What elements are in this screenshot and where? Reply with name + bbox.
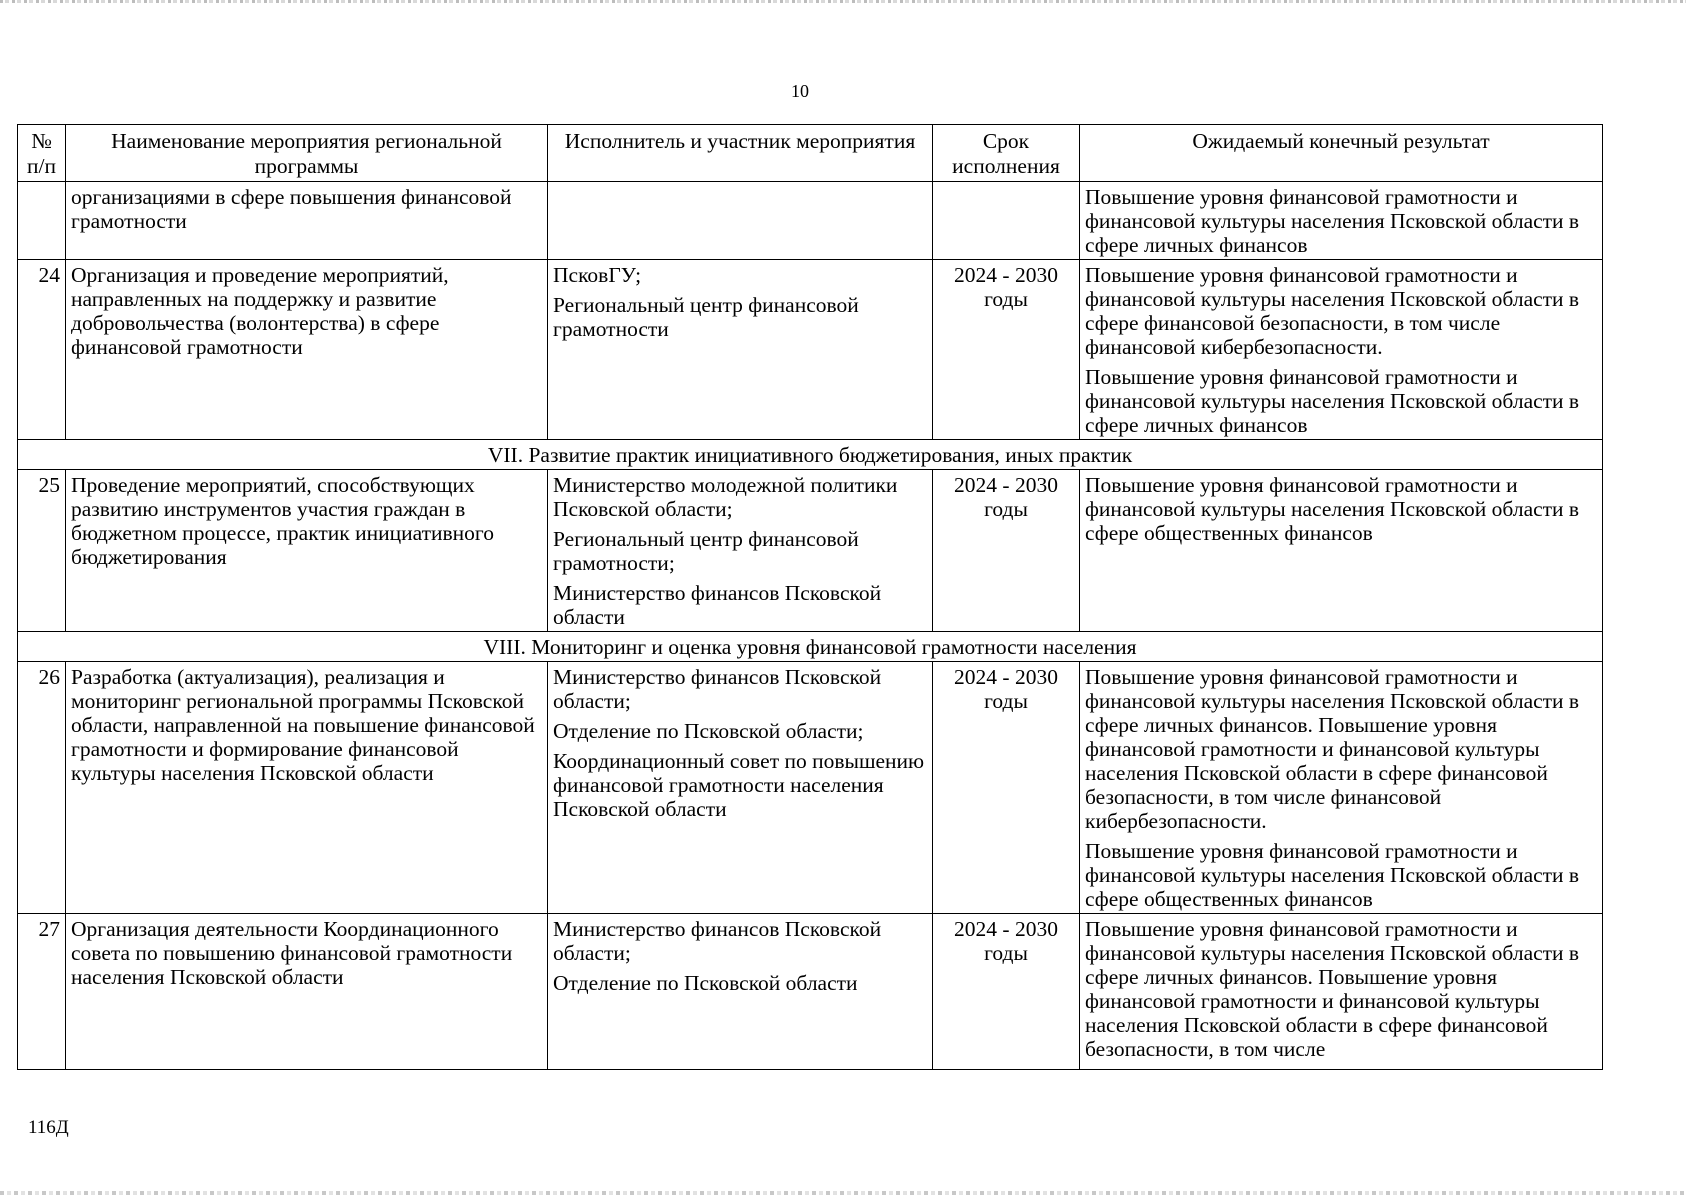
header-term: Срок исполнения <box>933 125 1080 182</box>
scan-edge-top <box>0 0 1686 3</box>
result-cell <box>1080 470 1603 632</box>
header-num: № п/п <box>18 125 66 182</box>
header-executor: Исполнитель и участник мероприятия <box>548 125 933 182</box>
table-header <box>18 125 1603 182</box>
executor-item: Министерство молодежной политики Псковской области; <box>553 473 898 521</box>
executor-cell <box>548 260 933 440</box>
executor-cell <box>548 662 933 914</box>
executor-item: Министерство финансов Псковской области; <box>553 665 882 713</box>
executor-item: Министерство финансов Псковской области <box>553 581 882 629</box>
scan-edge-bottom <box>0 1191 1686 1195</box>
result-item: Повышение уровня финансовой грамотности и финансовой культуры населения Псковской области в сфере общественных финансов <box>1085 839 1580 911</box>
executor-cell <box>548 470 933 632</box>
table-row <box>18 914 1603 1070</box>
activity-name: Разработка (актуализация), реализация и мониторинг региональной программы Псковской области, направленной на повышение финансовой грамотности и формирование финансовой культуры населения Псковской области <box>66 662 548 914</box>
table-row <box>18 470 1603 632</box>
header-name: Наименование мероприятия региональной программы <box>66 125 548 182</box>
row-number: 27 <box>18 914 66 1070</box>
executor-item: Отделение по Псковской области; <box>553 719 864 743</box>
row-number <box>18 182 66 260</box>
result-item: Повышение уровня финансовой грамотности и финансовой культуры населения Псковской области в сфере финансовой безопасности, в том числе финансовой кибербезопасности. <box>1085 263 1580 359</box>
result-item: Повышение уровня финансовой грамотности и финансовой культуры населения Псковской области в сфере личных финансов. Повышение уровня финансовой грамотности и финансовой культуры населения Псковской области в сфере финансовой безопасности, в том числе финансовой кибербезопасности. <box>1085 665 1580 833</box>
document-code: 116Д <box>28 1117 69 1138</box>
activity-name: организациями в сфере повышения финансовой грамотности <box>66 182 548 260</box>
result-item: Повышение уровня финансовой грамотности и финансовой культуры населения Псковской области в сфере общественных финансов <box>1085 473 1580 545</box>
executor-item: Министерство финансов Псковской области; <box>553 917 882 965</box>
section-row <box>18 440 1603 470</box>
section-title-8: VIII. Мониторинг и оценка уровня финансовой грамотности населения <box>18 632 1603 662</box>
result-item: Повышение уровня финансовой грамотности и финансовой культуры населения Псковской области в сфере личных финансов. Повышение уровня финансовой грамотности и финансовой культуры населения Псковской области в сфере финансовой безопасности, в том числе <box>1085 917 1580 1061</box>
table-row <box>18 260 1603 440</box>
executor-item: ПсковГУ; <box>553 263 642 287</box>
row-number: 24 <box>18 260 66 440</box>
result-cell <box>1080 260 1603 440</box>
table-body <box>18 182 1603 1070</box>
row-number: 26 <box>18 662 66 914</box>
row-number: 25 <box>18 470 66 632</box>
term-cell: 2024 - 2030 годы <box>933 914 1080 1070</box>
result-cell <box>1080 662 1603 914</box>
term-cell: 2024 - 2030 годы <box>933 260 1080 440</box>
result-cell <box>1080 914 1603 1070</box>
table-row <box>18 662 1603 914</box>
header-result: Ожидаемый конечный результат <box>1080 125 1603 182</box>
section-row <box>18 632 1603 662</box>
result-item: Повышение уровня финансовой грамотности и финансовой культуры населения Псковской области в сфере личных финансов <box>1085 185 1580 257</box>
term-cell <box>933 182 1080 260</box>
result-item: Повышение уровня финансовой грамотности и финансовой культуры населения Псковской области в сфере личных финансов <box>1085 365 1580 437</box>
page-number: 10 <box>791 81 809 101</box>
executor-item: Региональный центр финансовой грамотности <box>553 293 859 341</box>
executor-cell <box>548 182 933 260</box>
program-table <box>17 124 1603 1070</box>
executor-item: Отделение по Псковской области <box>553 971 858 995</box>
term-cell: 2024 - 2030 годы <box>933 662 1080 914</box>
executor-item: Региональный центр финансовой грамотности; <box>553 527 859 575</box>
activity-name: Организация деятельности Координационного совета по повышению финансовой грамотности населения Псковской области <box>66 914 548 1070</box>
term-cell: 2024 - 2030 годы <box>933 470 1080 632</box>
result-cell <box>1080 182 1603 260</box>
table-row <box>18 182 1603 260</box>
executor-item: Координационный совет по повышению финансовой грамотности населения Псковской области <box>553 749 925 821</box>
section-title-7: VII. Развитие практик инициативного бюджетирования, иных практик <box>18 440 1603 470</box>
executor-cell <box>548 914 933 1070</box>
activity-name: Организация и проведение мероприятий, направленных на поддержку и развитие добровольчества (волонтерства) в сфере финансовой грамотности <box>66 260 548 440</box>
activity-name: Проведение мероприятий, способствующих развитию инструментов участия граждан в бюджетном процессе, практик инициативного бюджетирования <box>66 470 548 632</box>
